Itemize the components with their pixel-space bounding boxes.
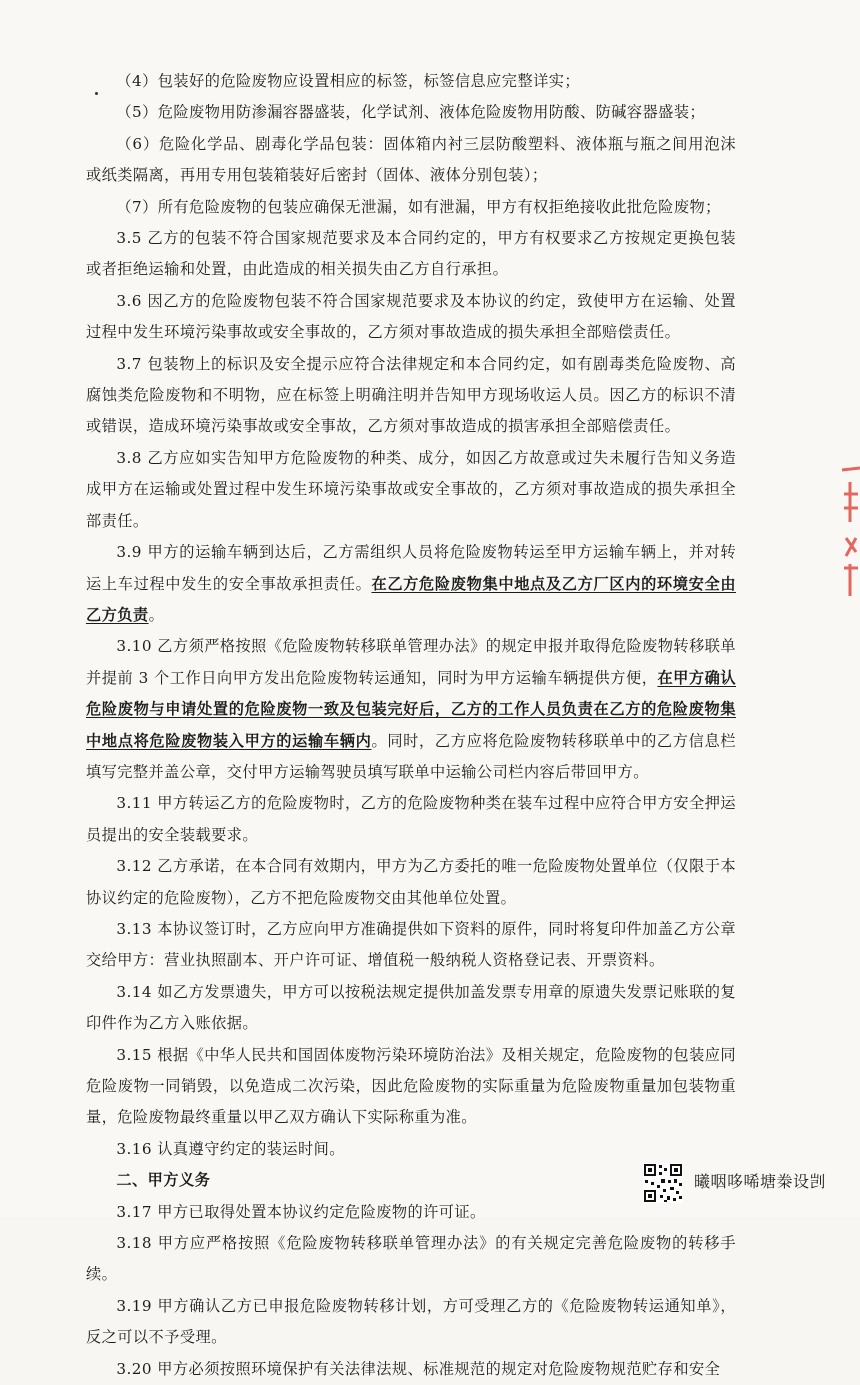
clause-3-6: 3.6 因乙方的危险废物包装不符合国家规范要求及本协议的约定，致使甲方在运输、处置过程中发生环境污染事故或安全事故的，乙方须对事故造成的损失承担全部赔偿责任。 xyxy=(86,291,736,342)
clause-item-6: （6）危险化学品、剧毒化学品包装：固体箱内衬三层防酸塑料、液体瓶与瓶之间用泡沫或纸类隔离，再用专用包装箱装好后密封（固体、液体分别包装）； xyxy=(86,134,736,185)
clause-3-12: 3.12 乙方承诺，在本合同有效期内，甲方为乙方委托的唯一危险废物处置单位（仅限于本协议约定的危险废物），乙方不把危险废物交由其他单位处置。 xyxy=(86,857,736,907)
seal-stamp-edge xyxy=(820,460,860,600)
clause-3-10-underlined: 在甲方确认危险废物与申请处置的危险废物一致及包装完好后，乙方的工作人员负责在乙方的危险废物集中地点将危险废物装入甲方的运输车辆内 xyxy=(86,668,736,750)
clause-3-10-text-a: 3.10 乙方须严格按照《危险废物转移联单管理办法》的规定申报并取得危险废物转移联单并提前 3 个工作日向甲方发出危险废物转运通知，同时为甲方运输车辆提供方便， xyxy=(86,637,736,687)
clause-3-20: 3.20 甲方必须按照环境保护有关法律法规、标准规范的规定对危险废物规范贮存和安全 xyxy=(116,1359,721,1378)
clause-3-13: 3.13 本协议签订时，乙方应向甲方准确提供如下资料的原件，同时将复印件加盖乙方公章交给甲方：营业执照副本、开户许可证、增值税一般纳税人资格登记表、开票资料。 xyxy=(86,919,736,970)
clause-3-10 xyxy=(86,631,736,788)
clause-3-11: 3.11 甲方转运乙方的危险废物时，乙方的危险废物种类在装车过程中应符合甲方安全押运员提出的安全装载要求。 xyxy=(86,794,736,844)
clause-item-5: （5）危险废物用防渗漏容器盛装，化学试剂、液体危险废物用防酸、防碱容器盛装； xyxy=(116,103,706,122)
clause-3-7: 3.7 包装物上的标识及安全提示应符合法律规定和本合同约定，如有剧毒类危险废物、高腐蚀类危险废物和不明物，应在标签上明确注明并告知甲方现场收运人员。因乙方的标识不清或错误，造成环境污染事故或安全事故，乙方须对事故造成的损害承担全部赔偿责任。 xyxy=(86,354,736,436)
footer-caption: 曦咽哆唏塘桊设剀 xyxy=(694,1172,827,1191)
clause-3-18: 3.18 甲方应严格按照《危险废物转移联单管理办法》的有关规定完善危险废物的转移手续。 xyxy=(86,1234,736,1284)
clause-3-19: 3.19 甲方确认乙方已申报危险废物转移计划，方可受理乙方的《危险废物转运通知单》，反之可以不予受理。 xyxy=(86,1296,736,1347)
clause-3-17: 3.17 甲方已取得处置本协议约定危险废物的许可证。 xyxy=(116,1202,486,1221)
clause-item-4: （4）包装好的危险废物应设置相应的标签，标签信息应完整详实； xyxy=(116,72,580,90)
clause-3-5: 3.5 乙方的包装不符合国家规范要求及本合同约定的，甲方有权要求乙方按规定更换包装或者拒绝运输和处置，由此造成的相关损失由乙方自行承担。 xyxy=(86,229,736,279)
clause-3-9-underlined: 在乙方危险废物集中地点及乙方厂区内的环境安全由乙方负责 xyxy=(86,574,736,624)
clause-3-14: 3.14 如乙方发票遗失，甲方可以按税法规定提供加盖发票专用章的原遗失发票记账联的复印件作为乙方入账依据。 xyxy=(86,982,736,1033)
section-heading: 二、甲方义务 xyxy=(116,1171,211,1190)
clause-3-9-end: 。 xyxy=(148,605,165,624)
clause-3-8: 3.8 乙方应如实告知甲方危险废物的种类、成分，如因乙方故意或过失未履行告知义务造成甲方在运输或处置过程中发生环境污染事故或安全事故的，乙方须对事故造成的损失承担全部责任。 xyxy=(86,448,736,530)
clause-3-15: 3.15 根据《中华人民共和国固体废物污染环境防治法》及相关规定，危险废物的包装应同危险废物一同销毁，以免造成二次污染，因此危险废物的实际重量为危险废物重量加包装物重量，危险废物最终重量以甲乙双方确认下实际称重为准。 xyxy=(86,1045,736,1127)
qr-code-icon[interactable] xyxy=(643,1163,683,1203)
clause-3-16: 3.16 认真遵守约定的装运时间。 xyxy=(116,1139,345,1158)
document-body xyxy=(86,66,736,1385)
clause-3-10-text-b: 。同时，乙方应将危险废物转移联单中的乙方信息栏填写完整并盖公章，交付甲方运输驾驶员填写联单中运输公司栏内容后带回甲方。 xyxy=(86,731,736,781)
clause-item-7: （7）所有危险废物的包装应确保无泄漏，如有泄漏，甲方有权拒绝接收此批危险废物； xyxy=(116,197,721,216)
clause-3-9-text: 3.9 甲方的运输车辆到达后，乙方需组织人员将危险废物转运至甲方运输车辆上，并对转运上车过程中发生的安全事故承担责任。 xyxy=(86,543,736,593)
clause-3-9 xyxy=(86,537,736,631)
